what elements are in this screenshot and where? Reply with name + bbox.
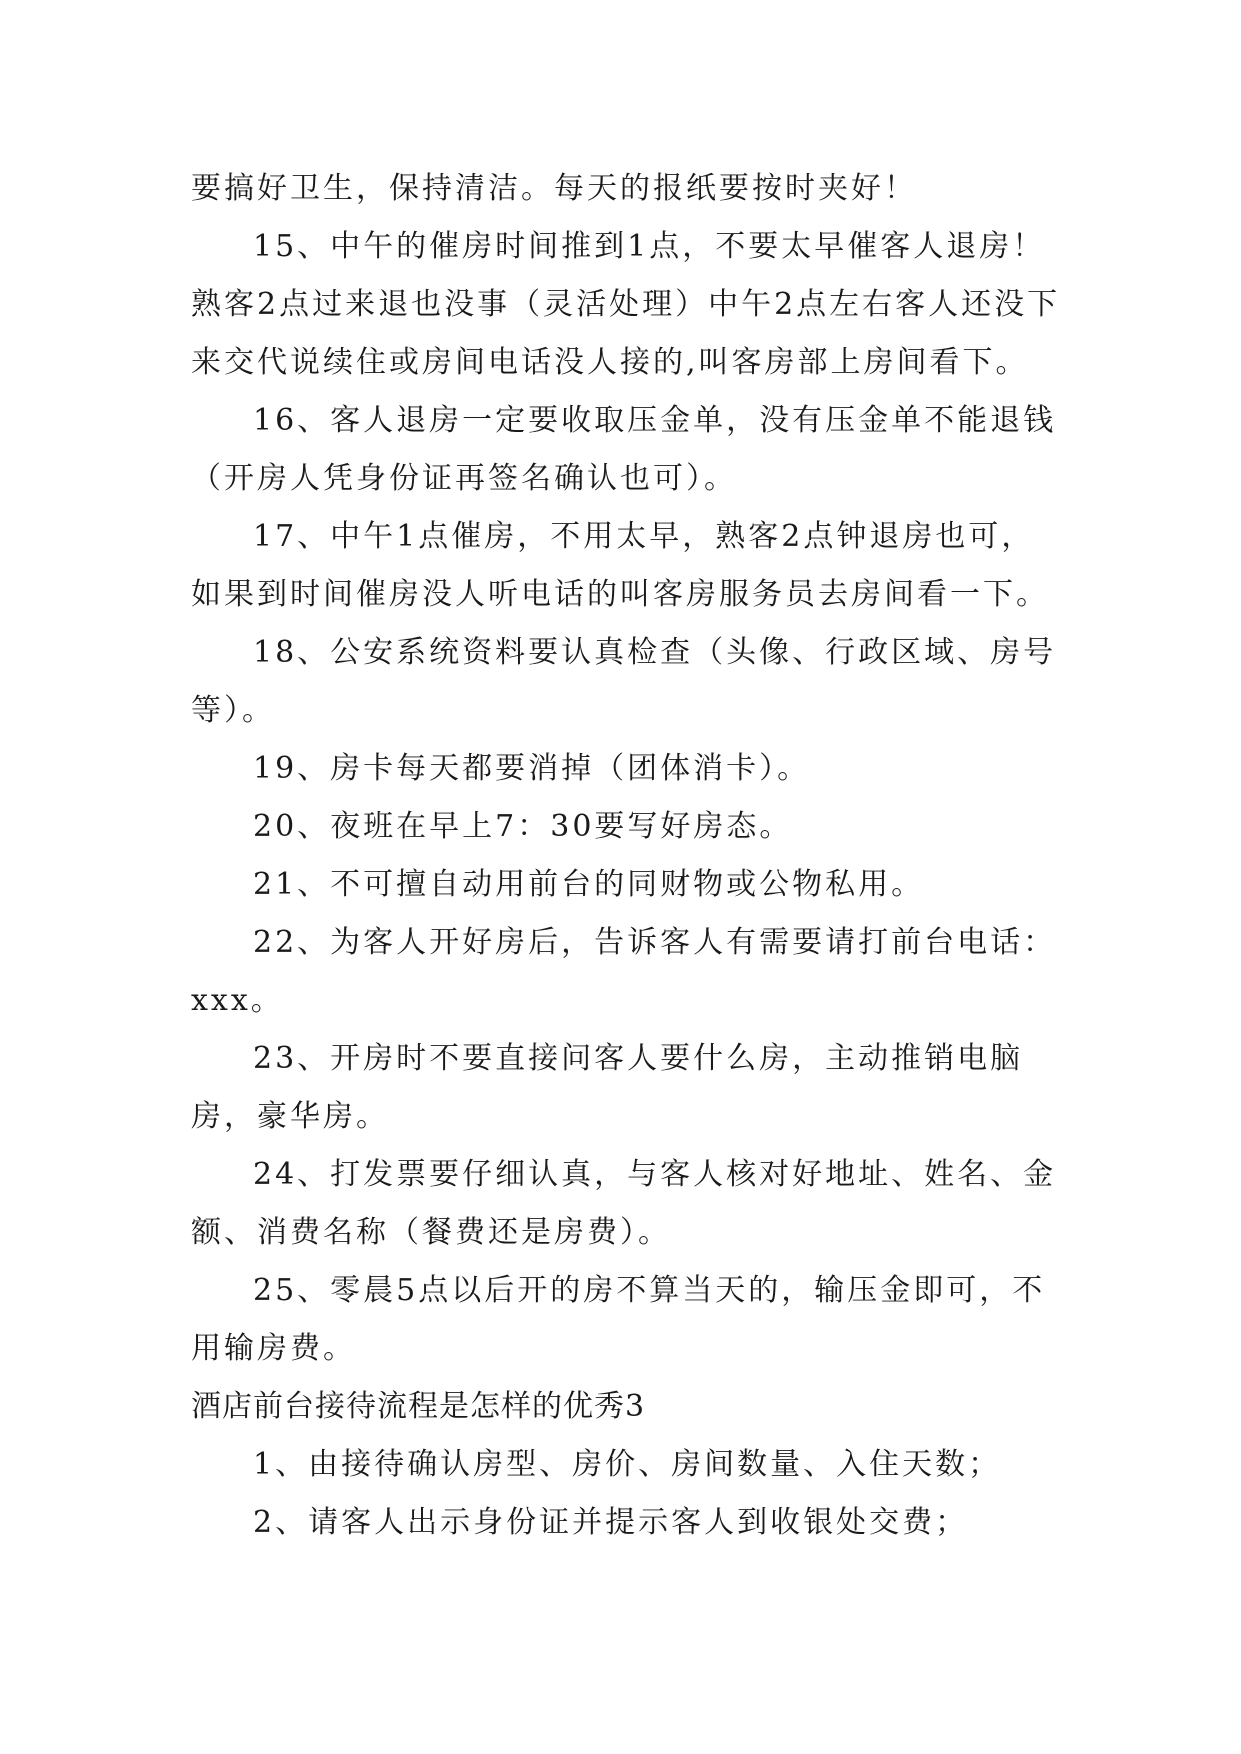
paragraph: 25、零晨5点以后开的房不算当天的，输压金即可，不用输房费。 [191, 1273, 1046, 1366]
paragraph: 23、开房时不要直接问客人要什么房，主动推销电脑房，豪华房。 [191, 1041, 1024, 1134]
paragraph: 18、公安系统资料要认真检查（头像、行政区域、房号等）。 [191, 635, 1057, 728]
paragraph: 要搞好卫生，保持清洁。每天的报纸要按时夹好！ [191, 171, 917, 206]
paragraph: 20、夜班在早上7：30要写好房态。 [253, 809, 793, 844]
document-body [191, 160, 1061, 1552]
list-item: 1、由接待确认房型、房价、房间数量、入住天数； [253, 1447, 1002, 1482]
paragraph: 19、房卡每天都要消掉（团体消卡）。 [253, 751, 811, 786]
paragraph: 24、打发票要仔细认真，与客人核对好地址、姓名、金额、消费名称（餐费还是房费）。 [191, 1157, 1057, 1250]
section-heading: 酒店前台接待流程是怎样的优秀3 [191, 1389, 646, 1424]
list-item: 2、请客人出示身份证并提示客人到收银处交费； [253, 1505, 969, 1540]
paragraph: 21、不可擅自动用前台的同财物或公物私用。 [253, 867, 925, 902]
paragraph: 22、为客人开好房后，告诉客人有需要请打前台电话：xxx。 [191, 925, 1057, 1018]
paragraph: 17、中午1点催房，不用太早，熟客2点钟退房也可，如果到时间催房没人听电话的叫客房服务员去房间看一下。 [191, 519, 1049, 612]
paragraph: 16、客人退房一定要收取压金单，没有压金单不能退钱（开房人凭身份证再签名确认也可）。 [191, 403, 1057, 496]
paragraph: 15、中午的催房时间推到1点，不要太早催客人退房！熟客2点过来退也没事（灵活处理）中午2点左右客人还没下来交代说续住或房间电话没人接的,叫客房部上房间看下。 [191, 229, 1061, 380]
